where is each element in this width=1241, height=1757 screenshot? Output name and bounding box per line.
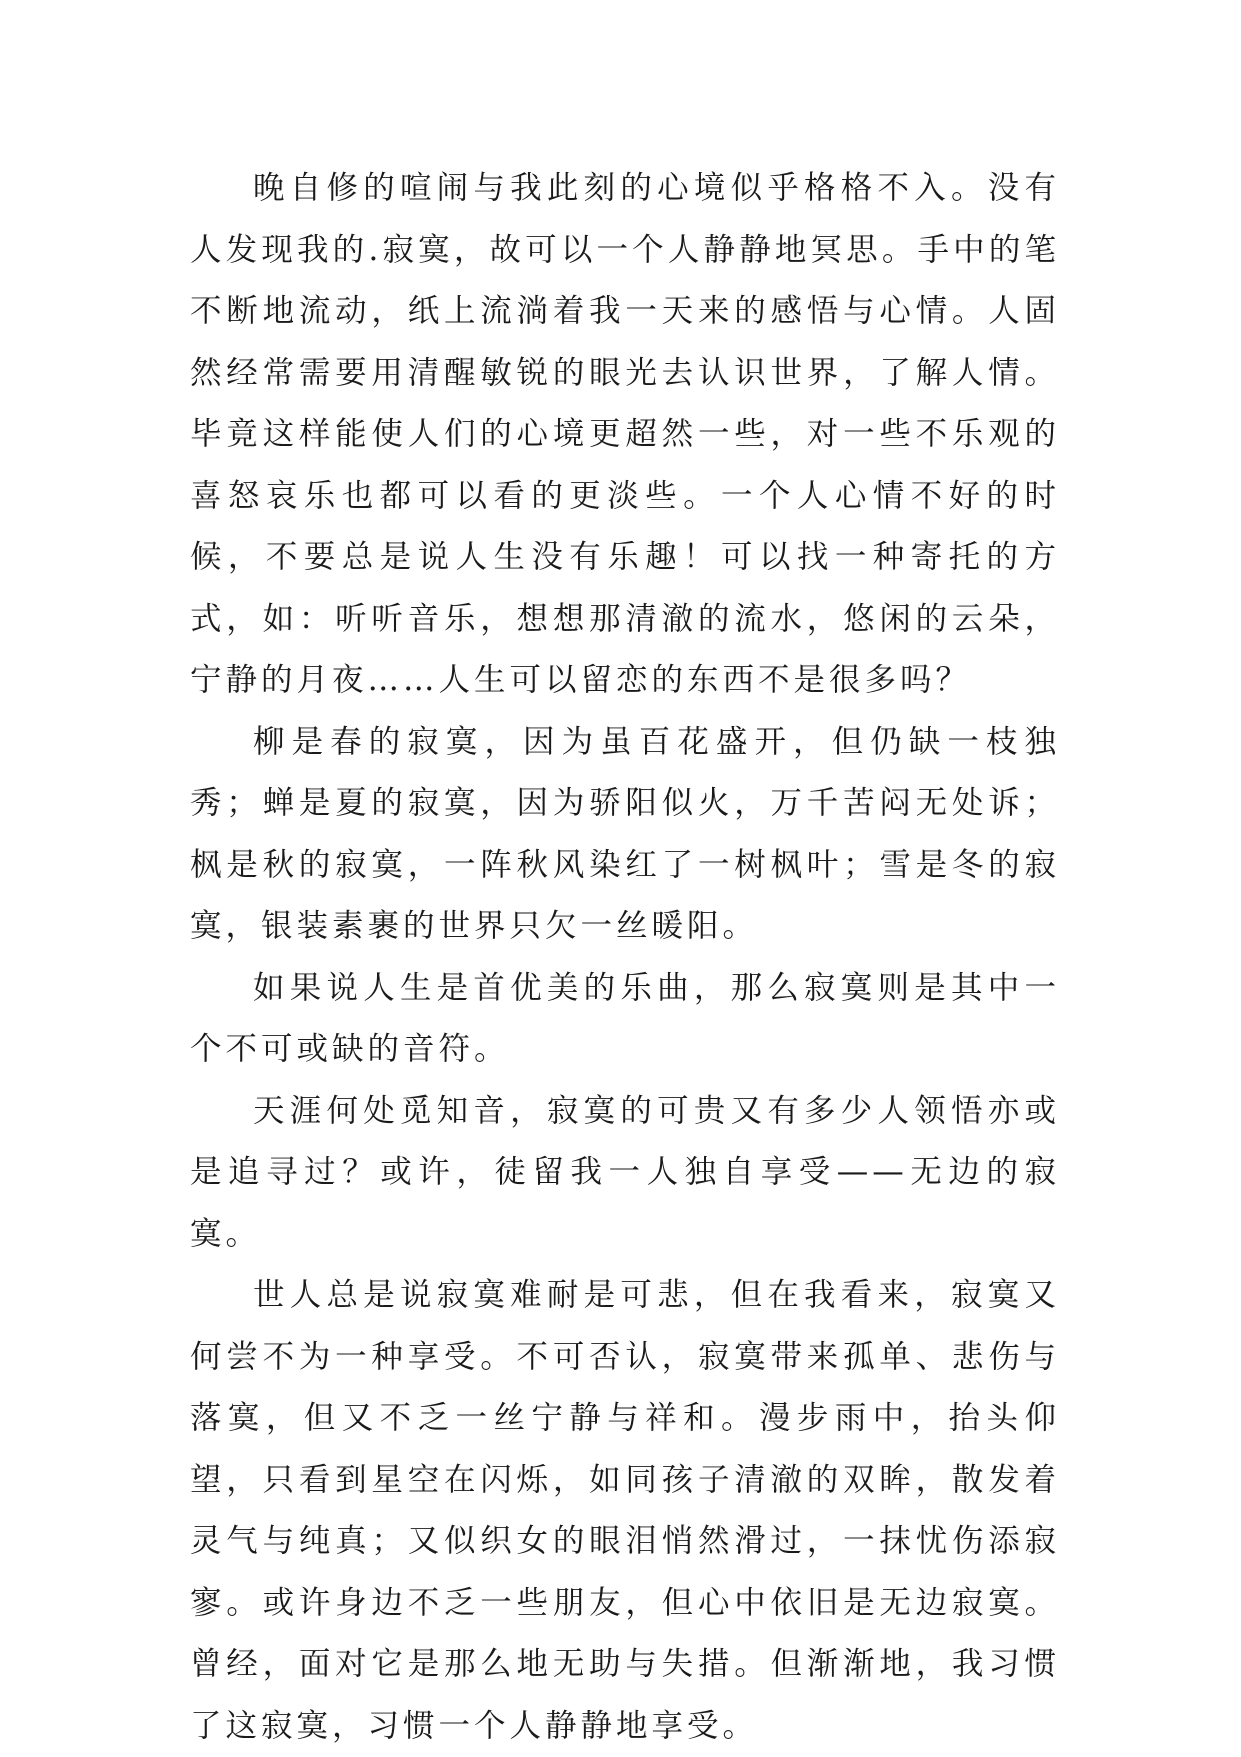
paragraph-2: 柳是春的寂寞，因为虽百花盛开，但仍缺一枝独秀；蝉是夏的寂寞，因为骄阳似火，万千苦闷无处诉；枫是秋的寂寞，一阵秋风染红了一树枫叶；雪是冬的寂寞，银装素裹的世界只欠一丝暖阳。 — [190, 723, 1060, 944]
document-page — [190, 158, 1060, 1757]
paragraph-3: 如果说人生是首优美的乐曲，那么寂寞则是其中一个不可或缺的音符。 — [190, 969, 1060, 1067]
paragraph-1: 晚自修的喧闹与我此刻的心境似乎格格不入。没有人发现我的.寂寞，故可以一个人静静地冥思。手中的笔不断地流动，纸上流淌着我一天来的感悟与心情。人固然经常需要用清醒敏锐的眼光去认识世界，了解人情。毕竟这样能使人们的心境更超然一些，对一些不乐观的喜怒哀乐也都可以看的更淡些。一个人心情不好的时候，不要总是说人生没有乐趣！可以找一种寄托的方式，如：听听音乐，想想那清澈的流水，悠闲的云朵，宁静的月夜……人生可以留恋的东西不是很多吗？ — [190, 170, 1060, 698]
paragraph-5: 世人总是说寂寞难耐是可悲，但在我看来，寂寞又何尝不为一种享受。不可否认，寂寞带来孤单、悲伤与落寞，但又不乏一丝宁静与祥和。漫步雨中，抬头仰望，只看到星空在闪烁，如同孩子清澈的双眸，散发着灵气与纯真；又似织女的眼泪悄然滑过，一抹忧伤添寂寥。或许身边不乏一些朋友，但心中依旧是无边寂寞。曾经，面对它是那么地无助与失措。但渐渐地，我习惯了这寂寞，习惯一个人静静地享受。 — [190, 1277, 1060, 1744]
paragraph-4: 天涯何处觅知音，寂寞的可贵又有多少人领悟亦或是追寻过？或许，徒留我一人独自享受——无边的寂寞。 — [190, 1092, 1060, 1252]
